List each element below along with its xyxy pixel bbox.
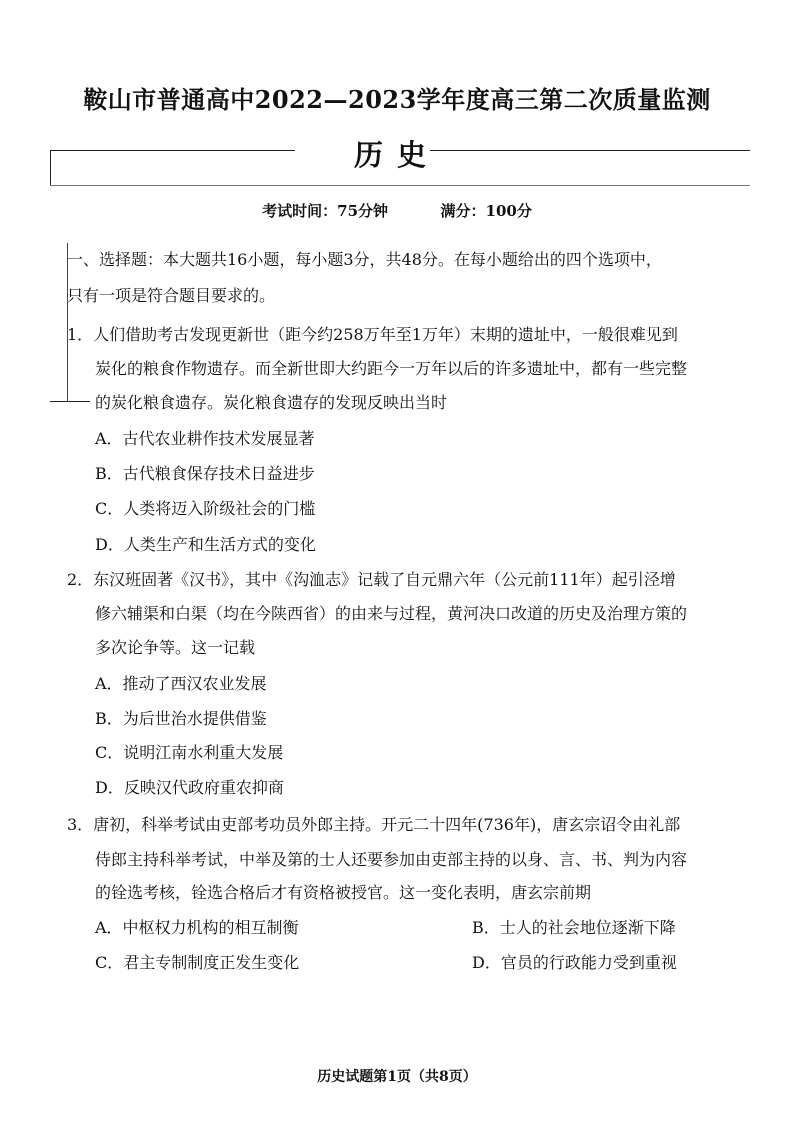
page-footer: 历史试题第1页（共8页） [317, 1069, 477, 1085]
exam-time: 考试时间：75分钟 [262, 202, 389, 220]
question-3-line-2: 侍郎主持科举考试，中举及第的士人还要参加由吏部主持的以身、言、书、判为内容 [95, 850, 688, 869]
question-1-option-b: B．古代粮食保存技术日益进步 [95, 464, 315, 483]
question-2-option-d: D．反映汉代政府重农抑商 [95, 778, 284, 797]
question-1-line-2: 炭化的粮食作物遗存。而全新世即大约距今一万年以后的许多遗址中，都有一些完整 [95, 359, 688, 378]
exam-meta [0, 200, 794, 221]
question-2-line-3: 多次论争等。这一记载 [95, 638, 256, 657]
full-score: 满分：100分 [440, 202, 532, 220]
question-2-line-1: 2．东汉班固著《汉书》，其中《沟洫志》记载了自元鼎六年（公元前111年）起引泾增 [67, 570, 676, 589]
question-1-option-a: A．古代农业耕作技术发展显著 [95, 429, 315, 448]
scan-line-bottom [50, 401, 90, 402]
question-3-option-d: D．官员的行政能力受到重视 [472, 953, 677, 972]
question-3-option-b: B．士人的社会地位逐渐下降 [472, 918, 676, 937]
question-2-line-2: 修六辅渠和白渠（均在今陕西省）的由来与过程，黄河决口改道的历史及治理方策的 [95, 604, 688, 623]
question-1-line-1: 1．人们借助考古发现更新世（距今约258万年至1万年）末期的遗址中，一般很难见到 [67, 325, 678, 344]
exam-title: 鞍山市普通高中2022—2023学年度高三第二次质量监测 [83, 85, 711, 114]
question-3-option-a: A．中枢权力机构的相互制衡 [95, 918, 299, 937]
scan-line-mid [50, 185, 750, 186]
question-1-line-3: 的炭化粮食遗存。炭化粮食遗存的发现反映出当时 [95, 393, 448, 412]
question-3-line-1: 3．唐初，科举考试由吏部考功员外郎主持。开元二十四年(736年)，唐玄宗诏令由礼部 [67, 815, 681, 834]
section-intro-line-2: 只有一项是符合题目要求的。 [67, 286, 276, 305]
question-1-option-d: D．人类生产和生活方式的变化 [95, 535, 316, 554]
question-3-line-3: 的铨选考核，铨选合格后才有资格被授官。这一变化表明，唐玄宗前期 [95, 883, 592, 902]
question-2-option-b: B．为后世治水提供借鉴 [95, 709, 267, 728]
question-2-option-a: A．推动了西汉农业发展 [95, 674, 267, 693]
question-2-option-c: C．说明江南水利重大发展 [95, 743, 284, 762]
subject-title: 历史 [353, 138, 440, 172]
question-1-option-c: C．人类将迈入阶级社会的门槛 [95, 499, 316, 518]
section-intro-line-1: 一、选择题：本大题共16小题，每小题3分，共48分。在每小题给出的四个选项中， [67, 250, 662, 269]
question-3-option-c: C．君主专制制度正发生变化 [95, 953, 300, 972]
